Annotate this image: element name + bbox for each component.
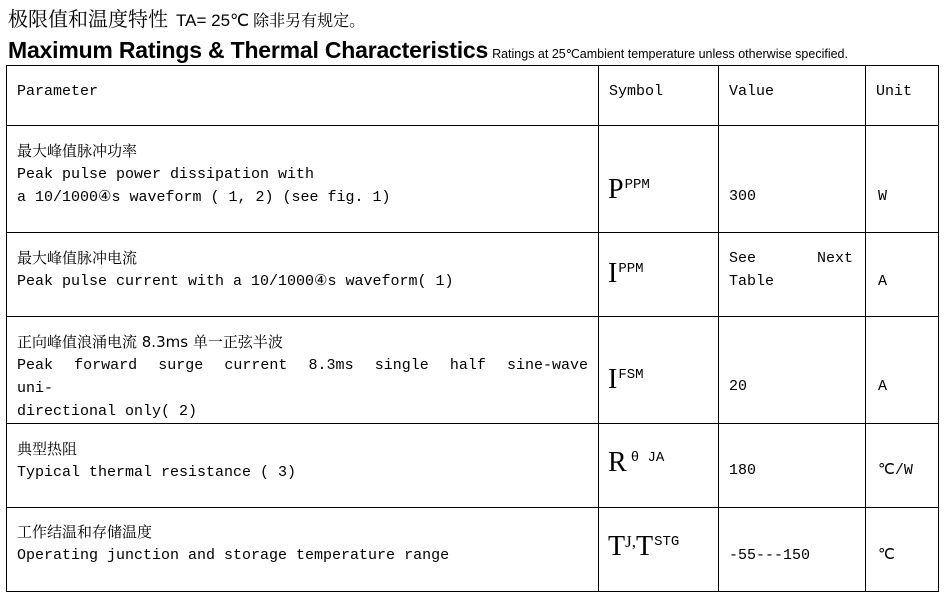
param-cn: 工作结温和存储温度 [17,523,153,541]
param-cn: 典型热阻 [17,440,78,458]
table-row [7,508,939,592]
note-cn: 除非另有规定。 [253,11,366,30]
table-row [7,233,939,317]
table-row [7,424,939,508]
symbol-cell [599,233,719,317]
param-en-line2: directional only( 2) [17,403,198,420]
value-cell [719,233,866,317]
param-cell [7,233,599,317]
param-en-line1: Operating junction and storage temperature range [17,547,450,564]
unit-cell: ℃/W [866,424,939,508]
param-en-line1: Peak pulse current with a 10/1000④s waveform( 1) [17,273,454,290]
title-en-text: Maximum Ratings & Thermal Characteristics [8,37,489,63]
page-title-en [8,36,848,64]
symbol: $I^{PPM}$ [608,258,644,289]
param-cn: 正向峰值浪涌电流 8.3ms 单一正弦半波 [17,333,283,351]
table-row [7,126,939,233]
param-cn: 最大峰值脉冲功率 [17,142,138,160]
value-cell: 20 [719,317,866,424]
table-row [7,317,939,424]
value-cell: 300 [719,126,866,233]
table-header-row [7,66,939,126]
symbol-cell [599,126,719,233]
param-en-line1: Typical thermal resistance ( 3) [17,464,297,481]
header-value: Value [719,66,866,126]
symbol: $P^{PPM}$ [608,174,650,205]
value-next: Next [816,250,853,267]
param-cell [7,508,599,592]
param-cell [7,317,599,424]
symbol-cell [599,317,719,424]
param-en-line2: a 10/1000④s waveform ( 1, 2) (see fig. 1) [17,189,391,206]
header-unit: Unit [866,66,939,126]
header-parameter: Parameter [7,66,599,126]
param-cell [7,424,599,508]
symbol-cell [599,508,719,592]
header-symbol: Symbol [599,66,719,126]
unit-cell: W [866,126,939,233]
value-cell: 180 [719,424,866,508]
symbol: R $^{\theta JA}$ [608,447,665,478]
param-en-line1: Peak forward surge current 8.3ms single half sine-wave uni- [17,357,588,397]
unit-cell: A [866,317,939,424]
param-en-line1: Peak pulse power dissipation with [17,166,315,183]
param-cell [7,126,599,233]
note-en: Ratings at 25℃ambient temperature unless otherwise specified. [492,47,848,61]
symbol: $I^{FSM}$ [608,364,644,395]
symbol: $T^{J,}T^{STG}$ [608,531,680,562]
value-see: See [729,250,757,267]
ratings-table [6,65,939,592]
param-cn: 最大峰值脉冲电流 [17,249,138,267]
value-table: Table [729,273,775,290]
title-cn-text: 极限值和温度特性 [8,7,168,31]
value-cell: -55---150 [719,508,866,592]
unit-cell: A [866,233,939,317]
symbol-cell [599,424,719,508]
ta-condition: TA= 25℃ [176,11,250,30]
page-title-cn [8,4,365,34]
unit-cell: ℃ [866,508,939,592]
